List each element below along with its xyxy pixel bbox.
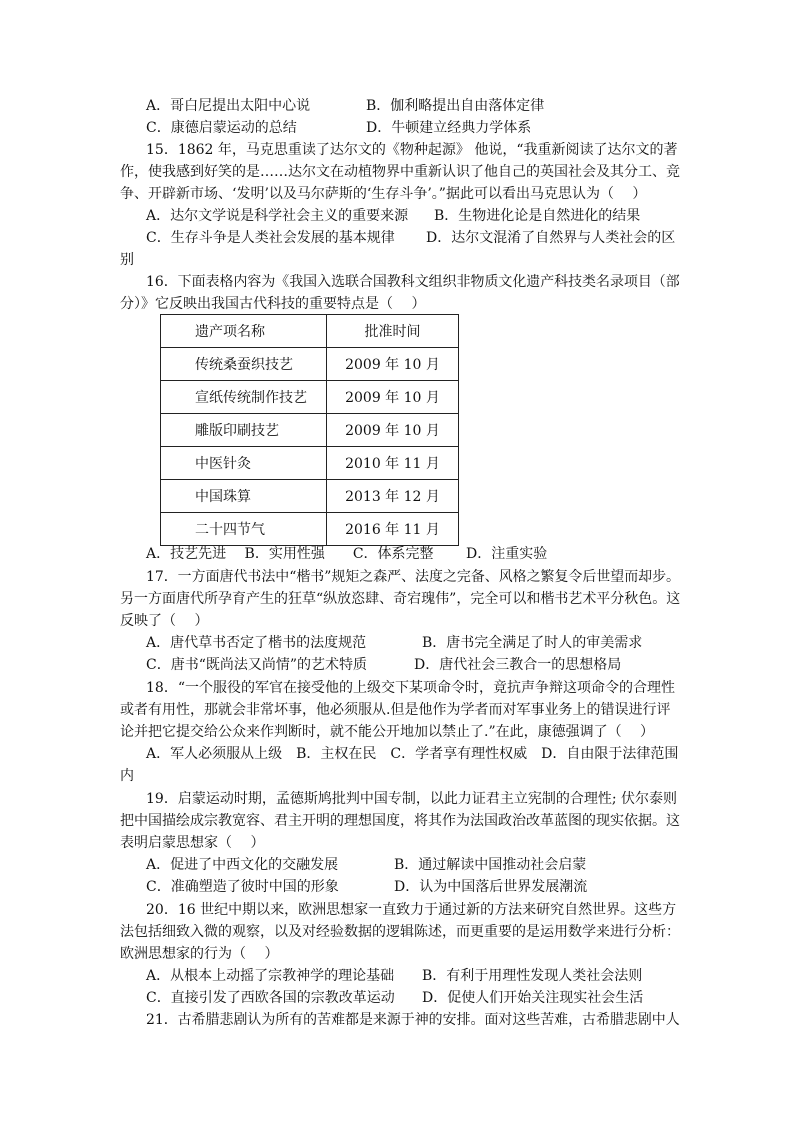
q17-stem-line1: 17．一方面唐代书法中“楷书”规矩之森严、法度之完备、风格之繁复令后世望而却步。 (146, 569, 680, 585)
q18-options-continued: 内 (120, 768, 134, 784)
q19-option-a: A．促进了中西文化的交融发展 (146, 857, 339, 873)
table-cell: 雕版印刷技艺 (161, 414, 327, 447)
table-row (161, 381, 459, 414)
q17-option-b: B．唐书完全满足了时人的审美需求 (422, 635, 643, 651)
q15-stem-line3: 争、开辟新市场、‘发明’以及马尔萨斯的‘生存斗争’。”据此可以看出马克思认为（ ） (120, 186, 647, 202)
table-row (161, 447, 459, 480)
q14-option-d: D．牛顿建立经典力学体系 (366, 120, 532, 136)
q20-stem-line2: 法包括细致入微的观察，以及对经验数据的逻辑陈述，而更重要的是运用数学来进行分析： (120, 924, 680, 940)
heritage-table (160, 314, 459, 546)
q19-stem-line1: 19．启蒙运动时期，孟德斯鸠批判中国专制，以此力证君主立宪制的合理性; 伏尔泰则 (146, 791, 677, 807)
q18-options: A．军人必须服从上级 B．主权在民 C．学者享有理性权威 D．自由限于法律范围 (146, 746, 679, 762)
q15-stem-line2: 作，使我感到好笑的是……达尔文在动植物界中重新认识了他自己的英国社会及其分工、竞 (120, 164, 680, 180)
q18-stem-line3: 论并把它提交给公众来作判断时，就不能公开地加以禁止了.”在此，康德强调了（ ） (120, 724, 655, 740)
q20-stem-line1: 20．16 世纪中期以来，欧洲思想家一直致力于通过新的方法来研究自然世界。这些方 (146, 902, 677, 918)
table-cell: 宣纸传统制作技艺 (161, 381, 327, 414)
q20-stem-line3: 欧洲思想家的行为（ ） (120, 946, 279, 962)
table-row (161, 513, 459, 546)
q15-option-c: C．生存斗争是人类社会发展的基本规律 (146, 230, 395, 246)
table-cell: 2010 年 11 月 (327, 447, 459, 480)
q15-option-b: B．生物进化论是自然进化的结果 (434, 208, 641, 224)
table-cell: 传统桑蚕织技艺 (161, 348, 327, 381)
table-header-cell: 批准时间 (327, 315, 459, 348)
q16-stem-line1: 16．下面表格内容为《我国入选联合国教科文组织非物质文化遗产科技类名录项目（部 (146, 274, 680, 290)
q17-option-c: C．唐书“既尚法又尚情”的艺术特质 (146, 657, 368, 673)
q17-stem-line3: 反映了（ ） (120, 613, 209, 629)
q15-stem-line1: 15．1862 年，马克思重读了达尔文的《物种起源》 他说，“我重新阅读了达尔文的著 (146, 142, 678, 158)
table-row (161, 348, 459, 381)
table-header-cell: 遗产项名称 (161, 315, 327, 348)
table-cell: 2013 年 12 月 (327, 480, 459, 513)
table-cell: 2009 年 10 月 (327, 348, 459, 381)
table-cell: 中医针灸 (161, 447, 327, 480)
table-row (161, 414, 459, 447)
q17-option-d: D．唐代社会三教合一的思想格局 (414, 657, 622, 673)
q20-option-b: B．有利于用理性发现人类社会法则 (422, 968, 643, 984)
table-cell: 2016 年 11 月 (327, 513, 459, 546)
q20-option-c: C．直接引发了西欧各国的宗教改革运动 (146, 990, 395, 1006)
table-cell: 2009 年 10 月 (327, 414, 459, 447)
q19-option-d: D．认为中国落后世界发展潮流 (394, 879, 588, 895)
q16-stem-line2: 分）》它反映出我国古代科技的重要特点是（ ） (120, 296, 426, 312)
q16-options: A．技艺先进 B．实用性强 C．体系完整 D．注重实验 (146, 546, 548, 562)
q20-option-d: D．促使人们开始关注现实社会生活 (422, 990, 644, 1006)
q15-option-d-continued: 别 (120, 252, 134, 268)
table-cell: 2009 年 10 月 (327, 381, 459, 414)
q19-stem-line2: 把中国描绘成宗教宽容、君主开明的理想国度，将其作为法国政治改革蓝图的现实依据。这 (120, 813, 680, 829)
q15-option-d: D．达尔文混淆了自然界与人类社会的区 (426, 230, 676, 246)
q14-option-a: A．哥白尼提出太阳中心说 (146, 98, 311, 114)
q14-option-c: C．康德启蒙运动的总结 (146, 120, 297, 136)
q18-stem-line1: 18．“一个服役的军官在接受他的上级交下某项命令时，竟抗声争辩这项命令的合理性 (146, 680, 675, 696)
q17-option-a: A．唐代草书否定了楷书的法度规范 (146, 635, 367, 651)
q19-option-c: C．准确塑造了彼时中国的形象 (146, 879, 339, 895)
q20-option-a: A．从根本上动摇了宗教神学的理论基础 (146, 968, 395, 984)
table-row (161, 480, 459, 513)
q19-stem-line3: 表明启蒙思想家（ ） (120, 835, 265, 851)
q17-stem-line2: 另一方面唐代所孕育产生的狂草“纵放恣肆、奇宕瑰伟”，完全可以和楷书艺术平分秋色。这 (120, 591, 681, 607)
q15-option-a: A．达尔文学说是科学社会主义的重要来源 (146, 208, 409, 224)
q21-stem-line1: 21．古希腊悲剧认为所有的苦难都是来源于神的安排。面对这些苦难，古希腊悲剧中人 (146, 1012, 680, 1028)
table-cell: 中国珠算 (161, 480, 327, 513)
q14-option-b: B．伽利略提出自由落体定律 (366, 98, 545, 114)
q18-stem-line2: 或者有用性，那就会非常坏事，他必须服从.但是他作为学者而对军事业务上的错误进行评 (120, 702, 671, 718)
table-header-row (161, 315, 459, 348)
q19-option-b: B．通过解读中国推动社会启蒙 (394, 857, 587, 873)
table-cell: 二十四节气 (161, 513, 327, 546)
